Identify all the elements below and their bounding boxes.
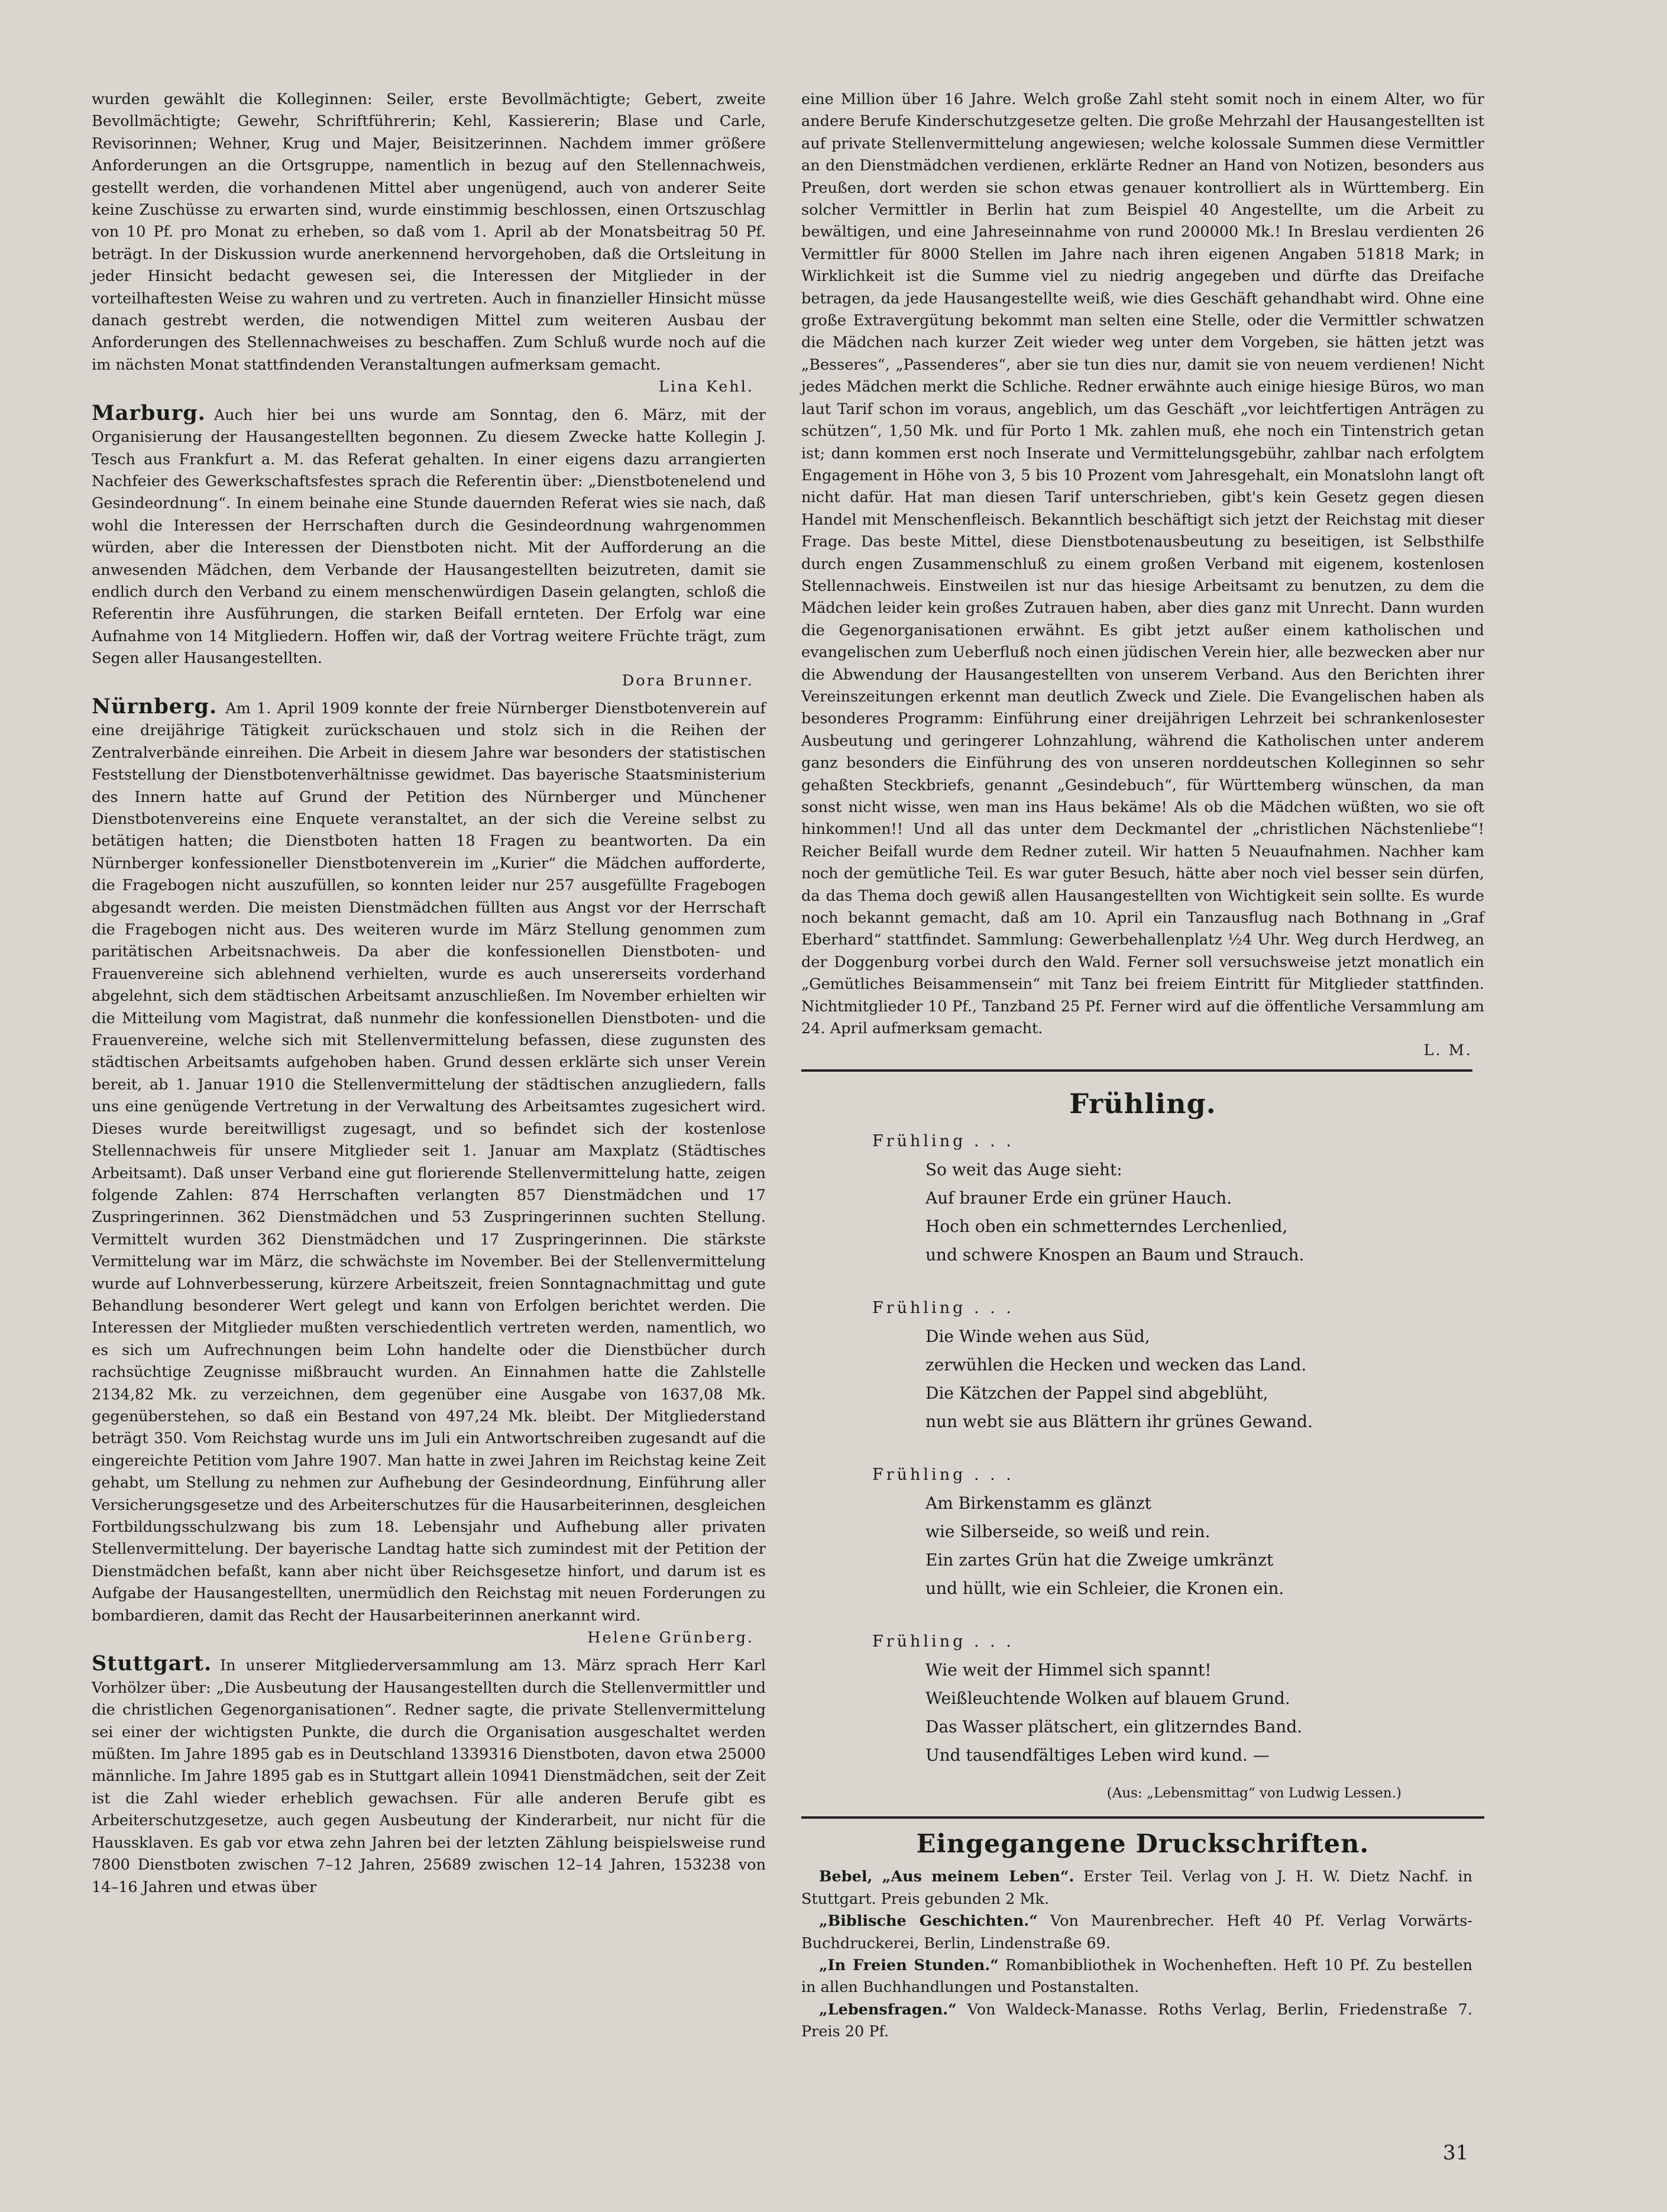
poem-stanza — [872, 1461, 1484, 1603]
intro-signature: Lina Kehl. — [659, 378, 754, 396]
stuttgart-continuation: eine Million über 16 Jahre. Welch große Zahl steht somit noch in einem Alter, wo für andere Berufe Kinderschutzgesetze gelten. Die große Mehrzahl der Hausangestellten ist auf private Stellenvermittelung angewiesen; welche kolossale Summen diese Vermittler an den Dienstmädchen verdienen, erklärte Redner an Hand von Notizen, besonders aus Preußen, dort werden sie schon etwas genauer kontrolliert als in Württemberg. Ein solcher Vermittler in Berlin hat zum Beispiel 40 Angestellte, um die Arbeit zu bewältigen, und eine Jahreseinnahme von rund 200000 Mk.! In Breslau verdienten 26 Vermittler für 8000 Stellen im Jahre nach ihren eigenen Angaben 51818 Mark; in Wirklichkeit ist die Summe viel zu niedrig angegeben und dürfte das Dreifache betragen, da jede Hausangestellte weiß, wie dies Geschäft gehandhabt wird. Ohne eine große Extravergütung bekommt man selten eine Stelle, oder die Vermittler schwatzen die Mädchen nach kurzer Zeit wieder weg unter dem Vorgeben, sie hätten jetzt was „Besseres“, „Passenderes“, aber sie tun dies nur, damit sie von neuem verdienen! Nicht jedes Mädchen merkt die Schliche. Redner erwähnte auch einige hiesige Büros, wo man laut Tarif schon im voraus, angeblich, um das Geschäft „vor leichtfertigen Anträgen zu schützen“, 1,50 Mk. und für Porto 1 Mk. zahlen muß, ehe noch ein Tintenstrich getan ist; dann kommen erst noch Inserate und Vermittelungsgebühr, zahlbar nach erfolgtem Engagement in Höhe von 3, 5 bis 10 Prozent vom Jahresgehalt, ein Monatslohn langt oft nicht dafür. Hat man diesen Tarif unterschrieben, gibt's kein Gesetz gegen diesen Handel mit Menschenfleisch. Bekanntlich beschäftigt sich jetzt der Reichstag mit dieser Frage. Das beste Mittel, diese Dienstbotenausbeutung zu beseitigen, ist Selbsthilfe durch engen Zusammenschluß zu einem großen Verband mit eigenem, kostenlosen Stellennachweis. Einstweilen ist nur das hiesige Arbeitsamt zu benutzen, zu dem die Mädchen leider kein großes Zutrauen haben, aber dies ganz mit Unrecht. Dann wurden die Gegenorganisationen erwähnt. Es gibt jetzt außer einem katholischen und evangelischen zum Ueberfluß noch einen jüdischen Verein hier, alle bezwecken aber nur die Abwendung der Hausangestellten von unserem Verband. Aus den Berichten ihrer Vereinszeitungen erkennt man deutlich Zweck und Ziele. Die Evangelischen haben als besonderes Programm: Einführung einer dreijährigen Lehrzeit bei schrankenlosester Ausbeutung und geringerer Lohnzahlung, während die Katholischen unter anderem ganz besonders die Einführung des von unseren norddeutschen Kolleginnen so sehr gehaßten Steckbriefs, genannt „Gesindebuch“, für Württemberg wünschen, da man sonst nicht wisse, wen man ins Haus bekäme! Als ob die Mädchen wüßten, wo sie oft hinkommen!! Und all das unter dem Deckmantel der „christlichen Nächstenliebe“! Reicher Beifall wurde dem Redner zuteil. Wir hatten 5 Neuaufnahmen. Nachher kam noch der gemütliche Teil. Es war guter Besuch, hätte aber noch viel besser sein dürfen, da das Thema doch gewiß allen Hausangestellten von Wichtigkeit sein sollte. Es wurde noch bekannt gemacht, daß am 10. April ein Tanzausflug nach Bothnang in „Graf Eberhard“ stattfindet. Sammlung: Gewerbehallenplatz ½4 Uhr. Weg durch Herdweg, an der Doggenburg vorbei durch den Wald. Ferner soll versuchsweise jetzt monatlich ein „Gemütliches Beisammensein“ mit Tanz bei freiem Eintritt für Mitglieder stattfinden. Nichtmitglieder 10 Pf., Tanzband 25 Pf. Ferner wird auf die öffentliche Versammlung am 24. April aufmerksam gemacht. — [801, 90, 1484, 1038]
marburg-report — [92, 402, 766, 670]
poem-line: wie Silberseide, so weiß und rein. — [925, 1521, 1210, 1541]
stanza-heading: Frühling . . . — [872, 1465, 1014, 1484]
right-column — [801, 89, 1484, 2043]
entry-title: „Biblische Geschichten.“ — [819, 1912, 1038, 1930]
marburg-signature: Dora Brunner. — [622, 671, 754, 690]
poem-line: Wie weit der Himmel sich spannt! — [925, 1660, 1212, 1680]
poem-stanza — [872, 1127, 1484, 1269]
poem-line: und hüllt, wie ein Schleier, die Kronen ein. — [925, 1578, 1284, 1598]
poem-line: So weit das Auge sieht: — [925, 1159, 1122, 1179]
marburg-heading: Marburg. — [92, 400, 206, 425]
stuttgart-heading: Stuttgart. — [92, 1651, 212, 1676]
entry-title: „In Freien Stunden.“ — [819, 1956, 999, 1974]
druckschrift-entry — [801, 1955, 1472, 1999]
nuernberg-text: Am 1. April 1909 konnte der freie Nürnberger Dienstbotenverein auf eine dreijährige Tätigkeit zurückschauen und stolz sich in die Reihen der Zentralverbände einreihen. Die Arbeit in diesem Jahre war besonders der statistischen Feststellung der Dienstbotenverhältnisse gewidmet. Das bayerische Staatsministerium des Innern hatte auf Grund der Petition des Nürnberger und Münchener Dienstbotenvereins eine Enquete veranstaltet, an der sich die Vereine selbst zu betätigen hatten; die Dienstboten hatten 18 Fragen zu beantworten. Da ein Nürnberger konfessioneller Dienstbotenverein im „Kurier“ die Mädchen aufforderte, die Fragebogen nicht auszufüllen, so konnten leider nur 257 ausgefüllte Fragebogen abgesandt werden. Die meisten Dienstmädchen füllten aus Angst vor der Herrschaft die Fragebogen nicht aus. Des weiteren wurde im März Stellung genommen zum paritätischen Arbeitsnachweis. Da aber die konfessionellen Dienstboten- und Frauenvereine sich ablehnend verhielten, wurde es auch unsererseits vorderhand abgelehnt, sich dem städtischen Arbeitsamt anzuschließen. Im November erhielten wir die Mitteilung vom Magistrat, daß nunmehr die konfessionellen Dienstboten- und die Frauenvereine, welche sich mit Stellenvermittelung befassen, diese zugunsten des städtischen Arbeitsamts aufgehoben haben. Grund dessen erklärte sich unser Verein bereit, ab 1. Januar 1910 die Stellenvermittelung der städtischen anzugliedern, falls uns eine genügende Vertretung in der Verwaltung des Arbeitsamtes zugesichert wird. Dieses wurde bereitwilligst zugesagt, und so befindet sich der kostenlose Stellennachweis für unsere Mitglieder seit 1. Januar am Maxplatz (Städtisches Arbeitsamt). Daß unser Verband eine gut florierende Stellenvermittelung hatte, zeigen folgende Zahlen: 874 Herrschaften verlangten 857 Dienstmädchen und 17 Zuspringerinnen. 362 Dienstmädchen und 53 Zuspringerinnen suchten Stellung. Vermittelt wurden 362 Dienstmädchen und 17 Zuspringerinnen. Die stärkste Vermittelung war im März, die schwächste im November. Bei der Stellenvermittelung wurde auf Lohnverbesserung, kürzere Arbeitszeit, freien Sonntagnachmittag und gute Behandlung besonderer Wert gelegt und kann von Erfolgen berichtet werden. Die Interessen der Mitglieder mußten verschiedentlich vertreten werden, namentlich, wo es sich um Aufrechnungen beim Lohn handelte oder die Dienstbücher durch rachsüchtige Zeugnisse mißbraucht wurden. An Einnahmen hatte die Zahlstelle 2134,82 Mk. zu verzeichnen, dem gegenüber eine Ausgabe von 1637,08 Mk. gegenüberstehen, so daß ein Bestand von 497,24 Mk. bleibt. Der Mitgliederstand beträgt 350. Vom Reichstag wurde uns im Juli ein Antwortschreiben zugesandt auf die eingereichte Petition vom Jahre 1907. Man hatte in zwei Jahren im Reichstag keine Zeit gehabt, um Stellung zu nehmen zur Aufhebung der Gesindeordnung, Einführung aller Versicherungsgesetze und des Arbeiterschutzes für die Hausarbeiterinnen, desgleichen Fortbildungsschulzwang bis zum 18. Lebensjahr und Aufhebung aller privaten Stellenvermittelung. Der bayerische Landtag hatte sich zumindest mit der Petition der Dienstmädchen befaßt, kann aber nicht über Reichsgesetze hinfort, und darum ist es Aufgabe der Hausangestellten, unermüdlich den Reichstag mit neuen Forderungen zu bombardieren, damit das Recht der Hausarbeiterinnen anerkannt wird. — [92, 699, 766, 1625]
poem-title: Frühling. — [1069, 1087, 1216, 1120]
entry-title: Bebel, „Aus meinem Leben“. — [819, 1868, 1074, 1886]
nuernberg-signature: Helene Grünberg. — [587, 1629, 754, 1647]
poem-source: (Aus: „Lebensmittag“ von Ludwig Lessen.) — [1106, 1785, 1401, 1801]
poem-line: und schwere Knospen an Baum und Strauch. — [925, 1244, 1305, 1265]
stuttgart-text: In unserer Mitgliederversammlung am 13. März sprach Herr Karl Vorhölzer über: „Die Ausbeutung der Hausangestellten durch die Stellenvermittler und die christlichen Gegenorganisationen“. Redner sagte, die private Stellenvermittelung sei einer der wichtigsten Punkte, die durch die Organisation ausgeschaltet werden müßten. Im Jahre 1895 gab es in Deutschland 1339316 Dienstboten, davon etwa 25000 männliche. Im Jahre 1895 gab es in Stuttgart allein 10941 Dienstmädchen, seit der Zeit ist die Zahl wieder erheblich gewachsen. Für alle anderen Berufe gibt es Arbeiterschutzgesetze, auch gegen Ausbeutung der Kinderarbeit, nur nicht für die Haussklaven. Es gab vor etwa zehn Jahren bei der letzten Zählung beispielsweise rund 7800 Dienstboten zwischen 7–12 Jahren, 25689 zwischen 12–14 Jahren, 153238 von 14–16 Jahren und etwas über — [92, 1657, 766, 1896]
poem-stanza — [872, 1294, 1484, 1436]
entry-text: Erster Teil. Verlag von J. H. W. Dietz Nachf. in Stuttgart. Preis gebunden 2 Mk. — [801, 1868, 1472, 1908]
continuation-signature: L. M. — [1423, 1042, 1472, 1060]
entry-title: „Lebensfragen.“ — [819, 2000, 957, 2019]
section-divider — [801, 1069, 1472, 1072]
poem-line: Das Wasser plätschert, ein glitzerndes Band. — [925, 1716, 1303, 1736]
druckschrift-entry — [801, 1910, 1472, 1955]
poem-line: Am Birkenstamm es glänzt — [925, 1493, 1151, 1513]
poem-line: Hoch oben ein schmetterndes Lerchenlied, — [925, 1216, 1288, 1236]
poem-line: Die Winde wehen aus Süd, — [925, 1326, 1150, 1346]
druckschriften-title: Eingegangene Druckschriften. — [916, 1829, 1370, 1859]
stanza-heading: Frühling . . . — [872, 1632, 1014, 1651]
stanza-heading: Frühling . . . — [872, 1298, 1014, 1317]
intro-paragraph: wurden gewählt die Kolleginnen: Seiler, erste Bevollmächtigte; Gebert, zweite Bevollmächtigte; Gewehr, Schriftführerin; Kehl, Kassiererin; Blase und Carle, Revisorinnen; Wehner, Krug und Majer, Beisitzerinnen. Nachdem immer größere Anforderungen an die Ortsgruppe, namentlich in bezug auf den Stellennachweis, gestellt werden, die vorhandenen Mittel aber ungenügend, auch von anderer Seite keine Zuschüsse zu erwarten sind, wurde einstimmig beschlossen, einen Ortszuschlag von 10 Pf. pro Monat zu erheben, so daß vom 1. April ab der Monatsbeitrag 50 Pf. beträgt. In der Diskussion wurde anerkennend hervorgehoben, daß die Ortsleitung in jeder Hinsicht bedacht gewesen sei, die Interessen der Mitglieder in der vorteilhaftesten Weise zu wahren und zu vertreten. Auch in finanzieller Hinsicht müsse danach gestrebt werden, die notwendigen Mittel zum weiteren Ausbau der Anforderungen des Stellennachweises zu beschaffen. Zum Schluß wurde noch auf die im nächsten Monat stattfindenden Veranstaltungen aufmerksam gemacht. — [92, 90, 766, 374]
poem-line: nun webt sie aus Blättern ihr grünes Gewand. — [925, 1411, 1313, 1431]
poem-line: Weißleuchtende Wolken auf blauem Grund. — [925, 1688, 1290, 1708]
druckschrift-entry — [801, 1866, 1472, 1910]
druckschrift-entry — [801, 1999, 1472, 2043]
entry-text: Von Maurenbrecher. Heft 40 Pf. Verlag Vorwärts-Buchdruckerei, Berlin, Lindenstraße 69. — [801, 1912, 1473, 1952]
left-column — [92, 89, 766, 1899]
poem-stanza — [872, 1628, 1484, 1770]
nuernberg-report — [92, 696, 766, 1627]
nuernberg-heading: Nürnberg. — [92, 694, 218, 719]
poem-line: zerwühlen die Hecken und wecken das Land. — [925, 1354, 1307, 1375]
poem — [801, 1127, 1484, 1770]
poem-line: Auf brauner Erde ein grüner Hauch. — [925, 1188, 1232, 1208]
poem-line: Und tausendfältiges Leben wird kund. — — [925, 1745, 1270, 1765]
poem-line: Ein zartes Grün hat die Zweige umkränzt — [925, 1550, 1274, 1570]
section-divider — [801, 1816, 1484, 1819]
marburg-text: Auch hier bei uns wurde am Sonntag, den 6. März, mit der Organisierung der Hausangestellten begonnen. Zu diesem Zwecke hatte Kollegin J. Tesch aus Frankfurt a. M. das Referat gehalten. In einer eigens dazu arrangierten Nachfeier des Gewerkschaftsfestes sprach die Referentin über: „Dienstbotenelend und Gesindeordnung“. In einem beinahe eine Stunde dauernden Referat wies sie nach, daß wohl die Interessen der Herrschaften durch die Gesindeordnung wahrgenommen würden, aber die Interessen der Dienstboten nicht. Mit der Aufforderung an die anwesenden Mädchen, dem Verbande der Hausangestellten beizutreten, damit sie endlich durch den Verband zu einem menschenwürdigen Dasein gelangten, schloß die Referentin ihre Ausführungen, die starken Beifall ernteten. Der Erfolg war eine Aufnahme von 14 Mitgliedern. Hoffen wir, daß der Vortrag weitere Früchte trägt, zum Segen aller Hausangestellten. — [92, 406, 766, 668]
stuttgart-report — [92, 1652, 766, 1898]
entry-text: Romanbibliothek in Wochenheften. Heft 10 Pf. Zu bestellen in allen Buchhandlungen und Postanstalten. — [801, 1956, 1472, 1997]
stanza-heading: Frühling . . . — [872, 1131, 1014, 1150]
entry-text: Von Waldeck-Manasse. Roths Verlag, Berlin, Friedenstraße 7. Preis 20 Pf. — [801, 2000, 1472, 2041]
poem-line: Die Kätzchen der Pappel sind abgeblüht, — [925, 1383, 1268, 1403]
page-number: 31 — [1443, 2141, 1469, 2165]
